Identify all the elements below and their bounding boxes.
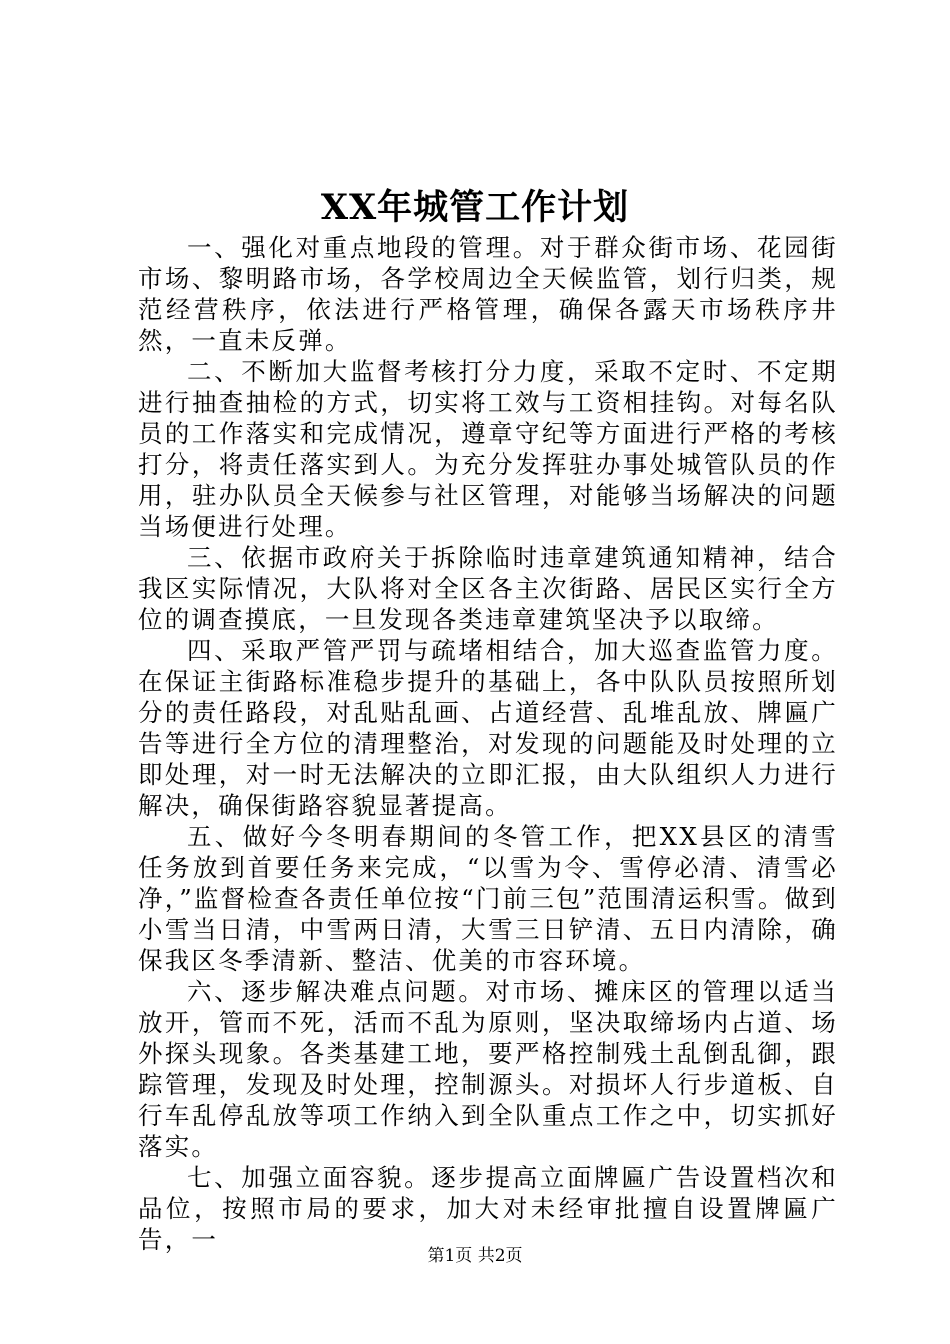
paragraph-1: 一、强化对重点地段的管理。对于群众街市场、花园街市场、黎明路市场，各学校周边全天候监管，划行归类，规范经营秩序，依法进行严格管理，确保各露天市场秩序井然，一直未反弹。	[138, 233, 838, 355]
document-title: XX年城管工作计划	[320, 187, 630, 228]
paragraph-4: 四、采取严管严罚与疏堵相结合，加大巡查监管力度。在保证主街路标准稳步提升的基础上，各中队队员按照所划分的责任路段，对乱贴乱画、占道经营、乱堆乱放、牌匾广告等进行全方位的清理整治，对发现的问题能及时处理的立即处理，对一时无法解决的立即汇报，由大队组织人力进行解决，确保街路容貌显著提高。	[138, 636, 838, 820]
paragraph-5: 五、做好今冬明春期间的冬管工作，把XX县区的清雪任务放到首要任务来完成，“以雪为令、雪停必清、清雪必净，”监督检查各责任单位按“门前三包”范围清运积雪。做到小雪当日清，中雪两日清，大雪三日铲清、五日内清除，确保我区冬季清新、整洁、优美的市容环境。	[138, 822, 838, 975]
document-body	[138, 232, 838, 1255]
paragraph-7: 七、加强立面容貌。逐步提高立面牌匾广告设置档次和品位，按照市局的要求，加大对未经审批擅自设置牌匾广告，一	[138, 1163, 838, 1254]
paragraph-2: 二、不断加大监督考核打分力度，采取不定时、不定期进行抽查抽检的方式，切实将工效与工资相挂钩。对每名队员的工作落实和完成情况，遵章守纪等方面进行严格的考核打分，将责任落实到人。为充分发挥驻办事处城管队员的作用，驻办队员全天候参与社区管理，对能够当场解决的问题当场便进行处理。	[138, 357, 838, 541]
page-footer: 第1页 共2页	[427, 1246, 523, 1266]
paragraph-6: 六、逐步解决难点问题。对市场、摊床区的管理以适当放开，管而不死，活而不乱为原则，坚决取缔场内占道、场外探头现象。各类基建工地，要严格控制残土乱倒乱御，跟踪管理，发现及时处理，控制源头。对损坏人行步道板、自行车乱停乱放等项工作纳入到全队重点工作之中，切实抓好落实。	[138, 977, 838, 1161]
paragraph-3: 三、依据市政府关于拆除临时违章建筑通知精神，结合我区实际情况，大队将对全区各主次街路、居民区实行全方位的调查摸底，一旦发现各类违章建筑坚决予以取缔。	[138, 543, 838, 634]
